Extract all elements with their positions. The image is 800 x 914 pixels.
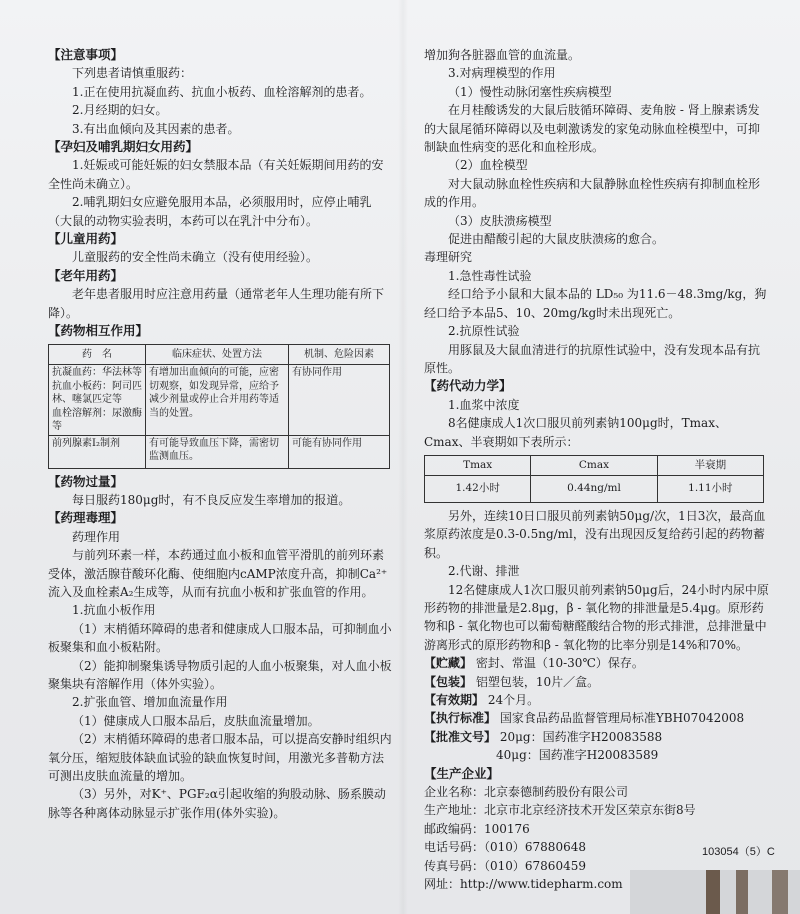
pregnancy-title: 【孕妇及哺乳期妇女用药】 — [48, 139, 199, 155]
table-cell: 0.44ng/ml — [531, 476, 657, 503]
table-header: 机制、危险因素 — [289, 344, 390, 365]
table-header: 半衰期 — [657, 455, 763, 476]
right-column — [424, 46, 770, 893]
table-cell: 有协同作用 — [289, 365, 390, 436]
model-item: 对大鼠动脉血栓性疾病和大鼠静脉血栓性疾病有抑制血栓形成的作用。 — [424, 176, 761, 210]
table-row — [49, 365, 390, 436]
table-cell: 1.11小时 — [657, 476, 763, 503]
table-cell: 可能有协同作用 — [289, 435, 390, 468]
pharm-item: （1）健康成人口服本品后，皮肤血流量增加。 — [72, 713, 320, 728]
validity-text: 24个月。 — [487, 693, 540, 707]
overdose-text: 每日服药180μg时，有不良反应发生率增加的报道。 — [72, 492, 351, 507]
fold-shadow — [398, 0, 408, 914]
continued-text: 增加狗各脏器血管的血流量。 — [424, 48, 581, 62]
table-header-row — [49, 344, 390, 365]
pharm-subtitle: 药理作用 — [72, 529, 121, 544]
document-code: 103054（5）C — [702, 846, 775, 858]
maker-line: 邮政编码：100176 — [424, 821, 530, 836]
precautions-intro: 下列患者请慎重服药： — [72, 66, 193, 81]
pharm-item: （2）能抑制聚集诱导物质引起的人血小板聚集，对人血小板聚集块有溶解作用（体外实验）。 — [48, 658, 392, 691]
pharm-item: 2.扩张血管、增加血流量作用 — [72, 695, 228, 710]
maker-title: 【生产企业】 — [424, 765, 500, 781]
model-item: （1）慢性动脉闭塞性疾病模型 — [448, 84, 612, 99]
children-text: 儿童服药的安全性尚未确立（没有使用经验）。 — [72, 250, 319, 265]
left-column — [48, 46, 393, 822]
storage-label: 【贮藏】 — [424, 656, 473, 671]
package-label: 【包装】 — [424, 674, 473, 689]
table-row — [425, 476, 764, 503]
model-item: 促进由醋酸引起的大鼠皮肤溃疡的愈合。 — [448, 232, 665, 247]
tox-item: 经口给予小鼠和大鼠本品的 LD₅₀ 为11.6－48.3mg/kg，狗经口给予本品5、10、20mg/kg时未出现死亡。 — [424, 287, 767, 320]
standard-label: 【执行标准】 — [424, 711, 497, 726]
pharm-item: （1）末梢循环障碍的患者和健康成人口服本品，可抑制血小板聚集和血小板粘附。 — [48, 621, 392, 655]
tox-item: 2.抗原性试验 — [448, 324, 520, 339]
maker-line: 企业名称：北京泰德制药股份有限公司 — [424, 785, 629, 800]
elderly-title: 【老年用药】 — [48, 267, 124, 283]
tox-title: 毒理研究 — [424, 250, 473, 265]
pregnancy-item: 1.妊娠或可能妊娠的妇女禁服本品（有关妊娠期间用药的安全性尚未确立）。 — [48, 158, 384, 191]
pharm-item: （3）另外，对K⁺、PGF₂α引起收缩的狗股动脉、肠系膜动脉等各种离体动脉显示扩张作用(体外实验)。 — [48, 787, 386, 820]
pharm-item: 1.抗血小板作用 — [72, 603, 156, 618]
table-cell: 前列腺素I₂制剂 — [49, 435, 146, 468]
maker-line: 网址：http://www.tidepharm.com — [424, 877, 623, 892]
table-header: 药 名 — [49, 344, 146, 365]
approval-label: 【批准文号】 — [424, 729, 497, 744]
pk-subtitle: 2.代谢、排泄 — [448, 564, 520, 579]
maker-line: 电话号码：（010）67880648 — [424, 840, 586, 855]
model-item: 在月桂酸诱发的大鼠后肢循环障碍、麦角胺 - 肾上腺素诱发的大鼠尾循环障碍以及电刺激诱发的家兔动脉血栓模型中，可抑制缺血性病变的恶化和血栓形成。 — [424, 103, 761, 155]
maker-line: 生产地址：北京市北京经济技术开发区荣京东街8号 — [424, 803, 696, 818]
table-cell: 抗凝血药：华法林等 抗血小板药：阿司匹林、噻氯匹定等 血栓溶解剂：尿激酶等 — [49, 365, 146, 436]
table-header: 临床症状、处置方法 — [146, 344, 289, 365]
table-cell: 有可能导致血压下降，需密切监测血压。 — [146, 435, 289, 468]
table-row — [49, 435, 390, 468]
standard-row — [424, 709, 770, 727]
pk-subtitle: 1.血浆中浓度 — [448, 397, 520, 412]
maker-line: 传真号码：（010）67860459 — [424, 858, 586, 873]
pharm-title: 【药理毒理】 — [48, 510, 124, 526]
validity-label: 【有效期】 — [424, 693, 485, 707]
precautions-item: 1.正在使用抗凝血药、抗血小板药、血栓溶解剂的患者。 — [72, 84, 372, 99]
pk-text: 8名健康成人1次口服贝前列素钠100μg时，Tmax、Cmax、半衰期如下表所示： — [424, 416, 727, 449]
table-header: Cmax — [531, 455, 657, 476]
tox-item: 用豚鼠及大鼠血清进行的抗原性试验中，没有发现本品有抗原性。 — [424, 342, 761, 375]
validity-row — [424, 691, 770, 709]
scan-edge-bar — [772, 870, 788, 914]
package-row — [424, 673, 770, 691]
pharm-text: 与前列环素一样，本药通过血小板和血管平滑肌的前列环素受体，激活腺苷酸环化酶、使细胞内cAMP浓度升高，抑制Ca²⁺ 流入及血栓素A₂生成等，从而有抗血小板和扩张血管的作用。 — [48, 548, 388, 599]
model-item: （3）皮肤溃疡模型 — [448, 213, 552, 228]
pk-text: 另外，连续10日口服贝前列素钠50μg/次，1日3次，最高血浆原药浓度是0.3-0.5ng/ml，没有出现因反复给药引起的药物蓄积。 — [424, 508, 766, 560]
children-title: 【儿童用药】 — [48, 231, 124, 247]
precautions-item: 2.月经期的妇女。 — [72, 103, 168, 118]
storage-text: 密封、常温（10-30℃）保存。 — [475, 656, 644, 671]
storage-row — [424, 654, 770, 672]
pharm-item: （2）末梢循环障碍的患者口服本品，可以提高安静时组织内氧分压，缩短肢体缺血试验的缺血恢复时间，用激光多普勒方法可测出皮肤血流量的增加。 — [48, 732, 392, 783]
approval-row — [424, 728, 770, 746]
package-text: 铝塑包装，10片／盒。 — [475, 674, 600, 689]
elderly-text: 老年患者服用时应注意用药量（通常老年人生理功能有所下降）。 — [48, 287, 385, 320]
pregnancy-item: 2.哺乳期妇女应避免服用本品，必须服用时，应停止哺乳（大鼠的动物实验表明，本药可以在乳汁中分布）。 — [48, 195, 372, 228]
model-title: 3.对病理模型的作用 — [448, 66, 556, 81]
precautions-title: 【注意事项】 — [48, 47, 124, 62]
pk-text: 12名健康成人1次口服贝前列素钠50μg后，24小时内尿中原形药物的排泄量是2.8μg，β - 氧化物的排泄量是5.4μg。原形药物和β - 氧化物也可以葡萄糖醛酸结合物的形式排泄，总排泄量中游离形式的原形药物和β - 氧化物的比率分别是14%和70%。 — [424, 582, 769, 652]
interaction-title: 【药物相互作用】 — [48, 323, 149, 339]
tox-item: 1.急性毒性试验 — [448, 268, 532, 283]
precautions-item: 3.有出血倾向及其因素的患者。 — [72, 121, 240, 136]
overdose-title: 【药物过量】 — [48, 473, 124, 489]
table-header: Tmax — [425, 455, 531, 476]
interaction-table — [48, 344, 390, 469]
standard-text: 国家食品药品监督管理局标准YBH07042008 — [499, 711, 745, 726]
pk-table — [424, 455, 764, 503]
model-item: （2）血栓模型 — [448, 158, 528, 173]
table-cell: 1.42小时 — [425, 476, 531, 503]
approval-text: 20μg：国药准字H20083588 — [499, 729, 663, 744]
table-header-row — [425, 455, 764, 476]
approval-text-2: 40μg：国药准字H20083589 — [496, 748, 659, 763]
pk-title: 【药代动力学】 — [424, 378, 512, 394]
table-cell: 有增加出血倾向的可能，应密切观察，如发现异常，应给予减少剂量或停止合并用药等适当的处置。 — [146, 365, 289, 436]
